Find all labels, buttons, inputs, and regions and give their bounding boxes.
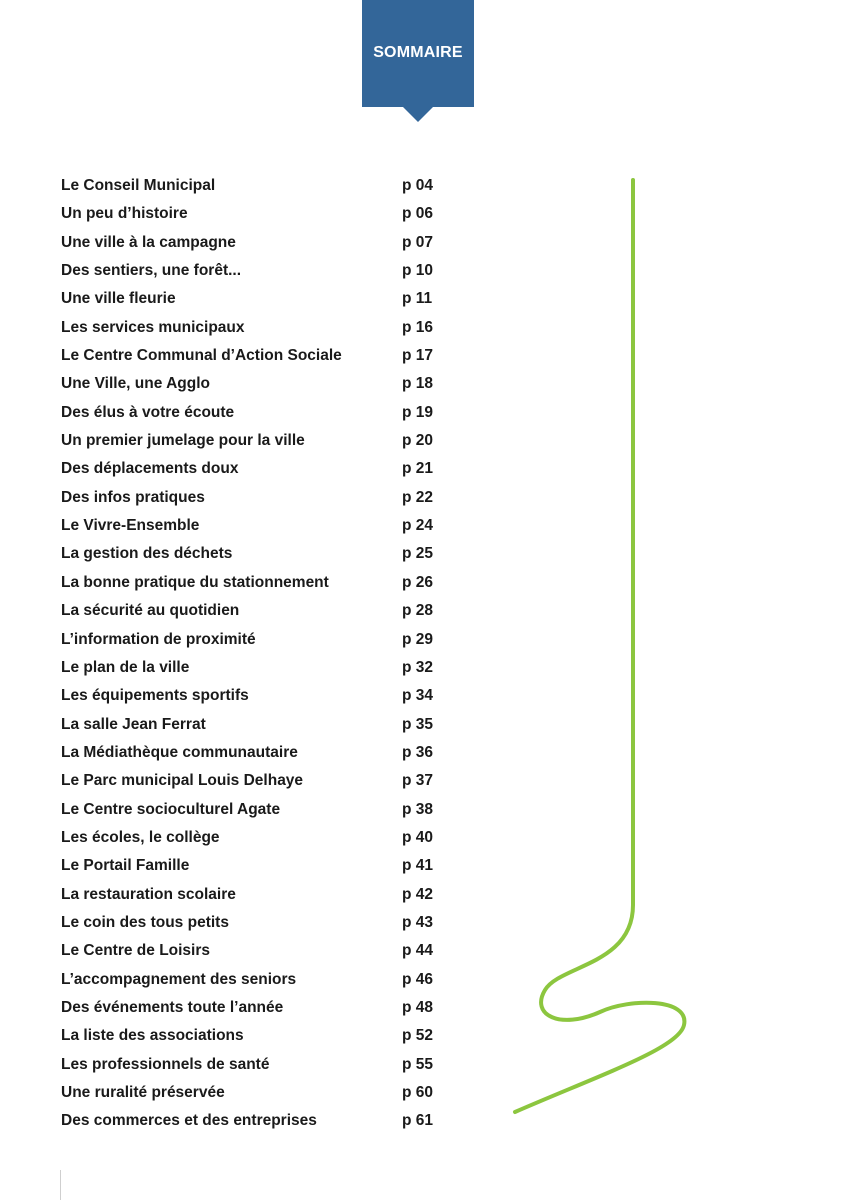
toc-page-number: p 43 (402, 913, 434, 931)
toc-label: La Médiathèque communautaire (61, 743, 298, 761)
toc-page-number: p 38 (402, 800, 434, 818)
toc-page-number: p 11 (402, 290, 433, 308)
toc-page-number: p 26 (402, 573, 434, 591)
toc-page-number: p 41 (402, 857, 434, 875)
toc-label: Des infos pratiques (61, 488, 205, 506)
toc-label: Le Centre socioculturel Agate (61, 800, 281, 818)
toc-page-number: p 06 (402, 205, 434, 223)
toc-label: Le Centre de Loisirs (61, 942, 211, 960)
toc-label: La liste des associations (61, 1027, 244, 1045)
toc-label: La restauration scolaire (61, 885, 236, 903)
toc-page-number: p 61 (402, 1112, 434, 1130)
crop-mark (60, 1170, 61, 1200)
toc-label: Des sentiers, une forêt... (61, 262, 242, 280)
toc-label: Le coin des tous petits (61, 913, 229, 931)
toc-page-number: p 44 (402, 942, 434, 960)
toc-label: Le Vivre-Ensemble (61, 517, 200, 535)
toc-page-number: p 10 (402, 262, 434, 280)
toc-page-number: p 25 (402, 545, 434, 563)
toc-label: La salle Jean Ferrat (61, 715, 206, 733)
page-title: SOMMAIRE (373, 44, 463, 61)
toc-label: La sécurité au quotidien (61, 602, 240, 620)
toc-page-number: p 42 (402, 885, 434, 903)
toc-label: Des déplacements doux (61, 460, 239, 478)
toc-label: Les écoles, le collège (61, 828, 220, 846)
toc-page-number: p 48 (402, 998, 434, 1016)
toc-label: Les équipements sportifs (61, 687, 249, 705)
toc-label: Une ville à la campagne (61, 233, 236, 251)
toc-page-number: p 29 (402, 630, 434, 648)
toc-label: Une ruralité préservée (61, 1084, 225, 1101)
toc-label: La bonne pratique du stationnement (61, 573, 329, 591)
toc-page-number: p 55 (402, 1055, 434, 1073)
toc-label: Un peu d’histoire (61, 205, 188, 223)
toc-page-number: p 40 (402, 828, 434, 846)
toc-page-number: p 35 (402, 715, 434, 733)
toc-page-number: p 20 (402, 432, 434, 450)
toc-label: Le Portail Famille (61, 857, 190, 875)
toc-label: Des élus à votre écoute (61, 403, 235, 421)
toc-label: L’information de proximité (61, 630, 256, 648)
toc-page-number: p 28 (402, 602, 434, 620)
toc-page-number: p 34 (402, 687, 434, 705)
toc-label: Une ville fleurie (61, 290, 176, 308)
toc-label: Le Conseil Municipal (61, 177, 216, 194)
toc-page-number: p 17 (402, 347, 434, 365)
toc-label: Les services municipaux (61, 318, 245, 336)
toc-label: Des événements toute l’année (61, 998, 284, 1016)
toc-label: Un premier jumelage pour la ville (61, 432, 305, 450)
toc-page-number: p 21 (402, 460, 434, 478)
toc-page-number: p 18 (402, 375, 434, 393)
toc-page-number: p 52 (402, 1027, 434, 1045)
toc-page-number: p 04 (402, 177, 434, 194)
toc-label: Des commerces et des entreprises (61, 1112, 317, 1130)
toc-page-number: p 36 (402, 743, 434, 761)
toc-page-number: p 60 (402, 1084, 434, 1101)
toc-page-number: p 19 (402, 403, 434, 421)
toc-page-number: p 37 (402, 772, 434, 790)
toc-label: Une Ville, une Agglo (61, 375, 210, 393)
toc-page-number: p 24 (402, 517, 434, 535)
toc-label: Le Centre Communal d’Action Sociale (61, 347, 342, 365)
toc-page-number: p 46 (402, 970, 434, 988)
toc-page-number: p 32 (402, 658, 434, 676)
toc-page-number: p 16 (402, 318, 434, 336)
toc-page-number: p 07 (402, 233, 434, 251)
toc-label: L’accompagnement des seniors (61, 970, 297, 988)
toc-label: La gestion des déchets (61, 545, 233, 563)
toc-label: Le plan de la ville (61, 658, 190, 676)
toc-label: Le Parc municipal Louis Delhaye (61, 772, 304, 790)
toc-label: Les professionnels de santé (61, 1055, 270, 1073)
toc-page-number: p 22 (402, 488, 434, 506)
